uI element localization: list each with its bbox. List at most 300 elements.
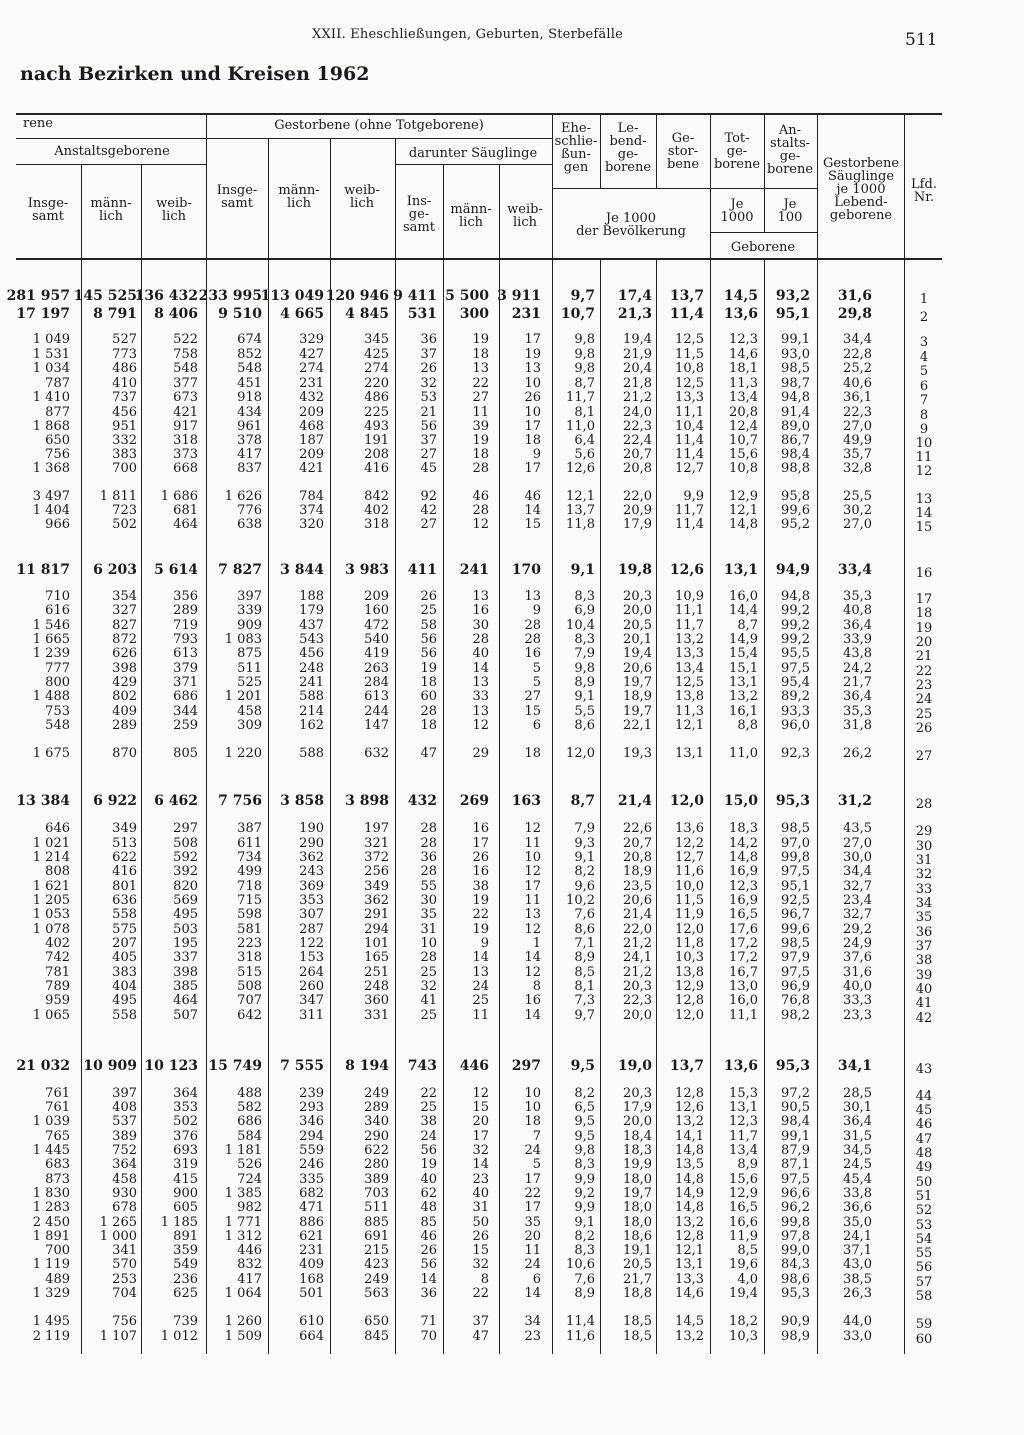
table-cell: 397 — [237, 589, 262, 604]
table-cell: 99,1 — [781, 332, 810, 347]
table-cell: 842 — [364, 489, 389, 504]
running-head: XXII. Eheschließungen, Geburten, Sterbefälle — [312, 27, 623, 42]
table-cell: 12,2 — [675, 836, 704, 851]
table-cell: 1 078 — [32, 922, 70, 937]
table-cell: 588 — [299, 689, 324, 704]
table-cell: 12 — [524, 965, 541, 980]
table-cell: 421 — [299, 461, 324, 476]
table-cell: 24 — [524, 1143, 541, 1158]
table-cell: 7,6 — [574, 1272, 595, 1287]
table-cell: 423 — [364, 1257, 389, 1272]
table-cell: 379 — [173, 661, 198, 676]
table-cell: 686 — [237, 1114, 262, 1129]
table-cell: 29 — [472, 746, 489, 761]
table-cell: 249 — [364, 1272, 389, 1287]
row-number: 24 — [915, 692, 933, 707]
table-cell: 13,6 — [723, 1058, 758, 1074]
table-cell: 575 — [112, 922, 137, 937]
table-cell: 38,5 — [843, 1272, 872, 1287]
table-cell: 32 — [420, 376, 437, 391]
row-number: 16 — [915, 566, 933, 581]
row-number: 12 — [915, 464, 933, 479]
table-cell: 287 — [299, 922, 324, 937]
table-cell: 21,4 — [617, 793, 652, 809]
table-cell: 458 — [237, 704, 262, 719]
row-number: 18 — [915, 606, 933, 621]
anstalts-rule — [16, 138, 206, 139]
table-cell: 11,3 — [729, 376, 758, 391]
row-number: 43 — [915, 1062, 933, 1077]
table-cell: 30,2 — [843, 503, 872, 518]
table-cell: 94,8 — [781, 589, 810, 604]
table-cell: 35,3 — [843, 589, 872, 604]
table-cell: 209 — [299, 447, 324, 462]
table-cell: 339 — [237, 603, 262, 618]
table-cell: 25 — [420, 1100, 437, 1115]
table-cell: 13 — [472, 675, 489, 690]
row-number: 40 — [915, 982, 933, 997]
table-cell: 46 — [472, 489, 489, 504]
table-cell: 12,1 — [566, 489, 595, 504]
table-cell: 20,7 — [623, 836, 652, 851]
row-number: 26 — [915, 721, 933, 736]
rates-rule — [552, 188, 817, 189]
table-cell: 23,5 — [623, 879, 652, 894]
table-cell: 870 — [112, 746, 137, 761]
table-cell: 1 621 — [32, 879, 70, 894]
table-cell: 549 — [173, 1257, 198, 1272]
table-cell: 13 384 — [16, 793, 70, 809]
col-sep — [764, 260, 765, 1354]
table-cell: 21,2 — [623, 390, 652, 405]
table-cell: 35,7 — [843, 447, 872, 462]
table-cell: 95,3 — [781, 1286, 810, 1301]
table-cell: 845 — [364, 1329, 389, 1344]
table-cell: 752 — [112, 1143, 137, 1158]
row-number: 42 — [915, 1011, 933, 1026]
table-cell: 12,9 — [729, 489, 758, 504]
table-cell: 21,2 — [623, 936, 652, 951]
table-cell: 4,0 — [737, 1272, 758, 1287]
table-cell: 10 — [524, 1086, 541, 1101]
table-cell: 97,5 — [781, 864, 810, 879]
table-cell: 263 — [364, 661, 389, 676]
table-cell: 875 — [237, 646, 262, 661]
table-cell: 12 — [472, 1086, 489, 1101]
table-cell: 40,6 — [843, 376, 872, 391]
table-cell: 4 845 — [345, 306, 389, 322]
table-cell: 162 — [299, 718, 324, 733]
table-cell: 502 — [112, 517, 137, 532]
table-cell: 14,8 — [675, 1200, 704, 1215]
table-cell: 214 — [299, 704, 324, 719]
table-cell: 11,8 — [675, 936, 704, 951]
table-cell: 33,0 — [843, 1329, 872, 1344]
table-cell: 32 — [472, 1143, 489, 1158]
table-cell: 6 — [532, 718, 541, 733]
table-cell: 20,8 — [623, 850, 652, 865]
row-number: 37 — [915, 939, 933, 954]
table-cell: 10,9 — [675, 589, 704, 604]
table-cell: 22,6 — [623, 821, 652, 836]
table-cell: 36 — [420, 332, 437, 347]
header-maennlich: männ- lich — [90, 196, 132, 224]
table-cell: 98,2 — [781, 1008, 810, 1023]
table-cell: 98,5 — [781, 821, 810, 836]
table-cell: 46 — [524, 489, 541, 504]
table-cell: 19 — [472, 893, 489, 908]
table-cell: 1 546 — [32, 618, 70, 633]
table-cell: 674 — [237, 332, 262, 347]
table-cell: 625 — [173, 1286, 198, 1301]
table-cell: 511 — [237, 661, 262, 676]
table-cell: 16,9 — [729, 893, 758, 908]
table-cell: 31,6 — [843, 965, 872, 980]
table-cell: 11,8 — [566, 517, 595, 532]
header-saeuglinge-rate: Gestorbene Säuglinge je 1000 Lebend- geborene — [822, 156, 900, 223]
table-cell: 13 — [472, 361, 489, 376]
table-cell: 16 — [472, 821, 489, 836]
table-cell: 683 — [45, 1157, 70, 1172]
table-cell: 8,3 — [574, 632, 595, 647]
table-cell: 94,8 — [781, 390, 810, 405]
table-cell: 45,4 — [843, 1172, 872, 1187]
table-cell: 1 410 — [32, 390, 70, 405]
table-cell: 36 — [420, 1286, 437, 1301]
row-number: 5 — [919, 364, 929, 379]
table-cell: 101 — [364, 936, 389, 951]
table-cell: 11,1 — [675, 405, 704, 420]
table-cell: 537 — [112, 1114, 137, 1129]
table-cell: 12,9 — [729, 1186, 758, 1201]
table-cell: 18,5 — [623, 1329, 652, 1344]
table-cell: 17 — [524, 1172, 541, 1187]
table-cell: 13,1 — [729, 675, 758, 690]
table-cell: 526 — [237, 1157, 262, 1172]
table-cell: 19,0 — [617, 1058, 652, 1074]
table-cell: 13,6 — [723, 306, 758, 322]
table-cell: 22 — [420, 1086, 437, 1101]
table-cell: 10,7 — [560, 306, 595, 322]
table-cell: 18,0 — [623, 1215, 652, 1230]
col-sep — [656, 113, 657, 188]
table-cell: 1 830 — [32, 1186, 70, 1201]
table-cell: 13,0 — [729, 979, 758, 994]
table-cell: 21 032 — [16, 1058, 70, 1074]
table-cell: 13,4 — [729, 390, 758, 405]
table-cell: 98,5 — [781, 936, 810, 951]
row-number: 30 — [915, 839, 933, 854]
table-cell: 559 — [299, 1143, 324, 1158]
table-cell: 7,9 — [574, 646, 595, 661]
table-cell: 18,3 — [623, 1143, 652, 1158]
table-cell: 274 — [364, 361, 389, 376]
table-cell: 93,0 — [781, 347, 810, 362]
table-cell: 99,6 — [781, 922, 810, 937]
table-cell: 9,5 — [574, 1114, 595, 1129]
table-cell: 62 — [420, 1186, 437, 1201]
table-cell: 85 — [420, 1215, 437, 1230]
table-cell: 349 — [112, 821, 137, 836]
row-number: 57 — [915, 1275, 933, 1290]
table-cell: 10 — [524, 405, 541, 420]
table-cell: 8,9 — [737, 1157, 758, 1172]
table-cell: 24,2 — [843, 661, 872, 676]
table-cell: 360 — [364, 993, 389, 1008]
table-cell: 95,5 — [781, 646, 810, 661]
table-cell: 458 — [112, 1172, 137, 1187]
table-cell: 513 — [112, 836, 137, 851]
table-cell: 507 — [173, 1008, 198, 1023]
table-cell: 7,1 — [574, 936, 595, 951]
table-cell: 8 194 — [345, 1058, 389, 1074]
table-cell: 269 — [459, 793, 489, 809]
table-cell: 31,6 — [837, 288, 872, 304]
table-cell: 1 049 — [32, 332, 70, 347]
table-cell: 17,9 — [623, 517, 652, 532]
table-cell: 710 — [45, 589, 70, 604]
table-cell: 801 — [112, 879, 137, 894]
table-cell: 23 — [524, 1329, 541, 1344]
header-saeuglinge-maennlich: männ- lich — [450, 202, 492, 230]
table-cell: 95,1 — [775, 306, 810, 322]
table-cell: 918 — [237, 390, 262, 405]
table-cell: 220 — [364, 376, 389, 391]
table-cell: 20,5 — [623, 618, 652, 633]
table-cell: 37 — [420, 347, 437, 362]
table-cell: 22,1 — [623, 718, 652, 733]
table-cell: 6 462 — [154, 793, 198, 809]
table-cell: 409 — [112, 704, 137, 719]
table-cell: 253 — [112, 1272, 137, 1287]
table-cell: 525 — [237, 675, 262, 690]
table-cell: 1 181 — [224, 1143, 262, 1158]
table-cell: 18,9 — [623, 689, 652, 704]
table-cell: 8,3 — [574, 1243, 595, 1258]
table-cell: 28 — [420, 950, 437, 965]
table-cell: 97,5 — [781, 1172, 810, 1187]
table-cell: 56 — [420, 1257, 437, 1272]
row-number: 50 — [915, 1175, 933, 1190]
table-cell: 959 — [45, 993, 70, 1008]
row-number: 1 — [919, 292, 929, 307]
table-cell: 724 — [237, 1172, 262, 1187]
table-cell: 30,0 — [843, 850, 872, 865]
table-cell: 5,5 — [574, 704, 595, 719]
table-cell: 765 — [45, 1129, 70, 1144]
table-cell: 966 — [45, 517, 70, 532]
table-cell: 44,0 — [843, 1314, 872, 1329]
table-cell: 25,2 — [843, 361, 872, 376]
table-cell: 1 185 — [160, 1215, 198, 1230]
table-cell: 37,6 — [843, 950, 872, 965]
table-cell: 930 — [112, 1186, 137, 1201]
table-cell: 877 — [45, 405, 70, 420]
table-cell: 16,7 — [729, 965, 758, 980]
table-cell: 23,3 — [843, 1008, 872, 1023]
table-cell: 1 891 — [32, 1229, 70, 1244]
table-cell: 621 — [299, 1229, 324, 1244]
table-cell: 19 — [472, 332, 489, 347]
table-cell: 8,6 — [574, 718, 595, 733]
table-cell: 784 — [299, 489, 324, 504]
table-cell: 241 — [459, 562, 489, 578]
header-totgeborene: Tot- ge- borene — [713, 131, 761, 172]
col-sep — [81, 164, 82, 1354]
table-cell: 345 — [364, 332, 389, 347]
table-cell: 294 — [364, 922, 389, 937]
table-cell: 341 — [112, 1243, 137, 1258]
table-cell: 29,2 — [843, 922, 872, 937]
table-cell: 18,8 — [623, 1286, 652, 1301]
table-cell: 8,9 — [574, 950, 595, 965]
table-cell: 364 — [112, 1157, 137, 1172]
table-cell: 1 239 — [32, 646, 70, 661]
table-cell: 14 — [524, 1286, 541, 1301]
row-number: 28 — [915, 797, 933, 812]
table-cell: 38 — [420, 1114, 437, 1129]
table-cell: 18 — [472, 447, 489, 462]
table-cell: 34 — [524, 1314, 541, 1329]
table-cell: 416 — [112, 864, 137, 879]
table-cell: 12,0 — [675, 922, 704, 937]
table-cell: 832 — [237, 1257, 262, 1272]
table-cell: 11,5 — [675, 347, 704, 362]
row-number: 41 — [915, 996, 933, 1011]
table-cell: 15 — [524, 517, 541, 532]
table-cell: 364 — [173, 1086, 198, 1101]
table-cell: 373 — [173, 447, 198, 462]
table-cell: 410 — [112, 376, 137, 391]
row-number: 58 — [915, 1289, 933, 1304]
table-cell: 592 — [173, 850, 198, 865]
table-cell: 98,6 — [781, 1272, 810, 1287]
table-cell: 1 404 — [32, 503, 70, 518]
table-cell: 27 — [420, 517, 437, 532]
table-cell: 9,9 — [574, 1172, 595, 1187]
table-cell: 456 — [112, 405, 137, 420]
table-cell: 36,1 — [843, 390, 872, 405]
table-cell: 259 — [173, 718, 198, 733]
table-cell: 37 — [472, 1314, 489, 1329]
table-cell: 558 — [112, 907, 137, 922]
table-cell: 8,7 — [570, 793, 595, 809]
table-cell: 18,9 — [623, 864, 652, 879]
table-cell: 99,2 — [781, 632, 810, 647]
table-cell: 392 — [173, 864, 198, 879]
table-cell: 335 — [299, 1172, 324, 1187]
table-cell: 632 — [364, 746, 389, 761]
table-cell: 502 — [173, 1114, 198, 1129]
row-number: 33 — [915, 882, 933, 897]
table-cell: 208 — [364, 447, 389, 462]
table-cell: 781 — [45, 965, 70, 980]
table-cell: 673 — [173, 390, 198, 405]
table-cell: 90,9 — [781, 1314, 810, 1329]
table-cell: 145 525 — [73, 288, 137, 304]
row-number: 21 — [915, 649, 933, 664]
table-cell: 471 — [299, 1200, 324, 1215]
header-gestorbene-weiblich: weib- lich — [344, 183, 380, 211]
table-cell: 707 — [237, 993, 262, 1008]
table-cell: 40,8 — [843, 603, 872, 618]
table-cell: 3 844 — [280, 562, 324, 578]
table-cell: 17 — [524, 419, 541, 434]
table-cell: 1 220 — [224, 746, 262, 761]
table-cell: 638 — [237, 517, 262, 532]
table-cell: 19,9 — [623, 1157, 652, 1172]
table-cell: 668 — [173, 461, 198, 476]
table-cell: 581 — [237, 922, 262, 937]
table-cell: 14,2 — [729, 836, 758, 851]
table-cell: 8 406 — [154, 306, 198, 322]
table-cell: 540 — [364, 632, 389, 647]
table-cell: 486 — [112, 361, 137, 376]
row-number: 14 — [915, 506, 933, 521]
table-cell: 421 — [173, 405, 198, 420]
table-cell: 23,4 — [843, 893, 872, 908]
table-cell: 21,7 — [843, 675, 872, 690]
table-cell: 36,6 — [843, 1200, 872, 1215]
table-cell: 13,7 — [669, 288, 704, 304]
table-cell: 10,8 — [675, 361, 704, 376]
table-cell: 58 — [420, 618, 437, 633]
table-cell: 30,1 — [843, 1100, 872, 1115]
table-cell: 18,1 — [729, 361, 758, 376]
table-cell: 686 — [173, 689, 198, 704]
table-cell: 19 — [472, 922, 489, 937]
table-cell: 15,1 — [729, 661, 758, 676]
table-cell: 515 — [237, 965, 262, 980]
table-cell: 584 — [237, 1129, 262, 1144]
table-cell: 19,4 — [729, 1286, 758, 1301]
table-cell: 12 — [472, 517, 489, 532]
table-cell: 5,6 — [574, 447, 595, 462]
table-cell: 650 — [364, 1314, 389, 1329]
table-cell: 96,9 — [781, 979, 810, 994]
table-cell: 23 — [472, 1172, 489, 1187]
table-cell: 274 — [299, 361, 324, 376]
table-cell: 5 614 — [154, 562, 198, 578]
table-cell: 419 — [364, 646, 389, 661]
table-cell: 508 — [173, 836, 198, 851]
table-cell: 35,3 — [843, 704, 872, 719]
table-cell: 14,8 — [675, 1143, 704, 1158]
table-cell: 472 — [364, 618, 389, 633]
table-cell: 33,4 — [837, 562, 872, 578]
table-cell: 588 — [299, 746, 324, 761]
header-je1000-bevoelkerung: Je 1000 der Bevölkerung — [576, 211, 686, 239]
table-cell: 215 — [364, 1243, 389, 1258]
table-cell: 20,6 — [623, 893, 652, 908]
table-cell: 293 — [299, 1100, 324, 1115]
table-cell: 33 — [472, 689, 489, 704]
header-gestorbene-group: Gestorbene (ohne Totgeborene) — [274, 118, 484, 133]
table-cell: 1 039 — [32, 1114, 70, 1129]
table-cell: 22,8 — [843, 347, 872, 362]
table-cell: 95,8 — [781, 489, 810, 504]
table-cell: 14 — [524, 1008, 541, 1023]
table-cell: 13,2 — [729, 689, 758, 704]
table-cell: 12 — [524, 922, 541, 937]
table-cell: 7,3 — [574, 993, 595, 1008]
table-cell: 97,5 — [781, 965, 810, 980]
header-anstaltsgeborene: Anstaltsgeborene — [54, 144, 170, 159]
table-cell: 18 — [420, 675, 437, 690]
table-cell: 10,2 — [566, 893, 595, 908]
table-cell: 24,1 — [843, 1229, 872, 1244]
table-cell: 446 — [237, 1243, 262, 1258]
